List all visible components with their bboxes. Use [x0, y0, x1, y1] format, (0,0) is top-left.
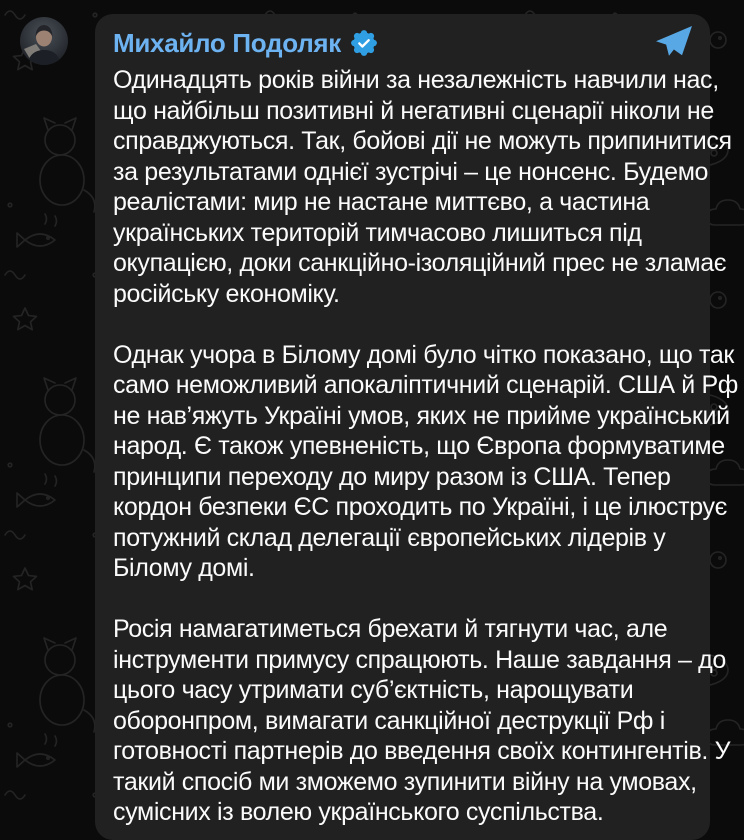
message-line: оборонпром, вимагати санкційної деструкції Рф і	[113, 706, 665, 735]
message-line: що найбільш позитивні й негативні сценарії ніколи не	[113, 96, 714, 125]
message-line: Одинадцять років війни за незалежність навчили нас,	[113, 66, 719, 94]
message-line: сумісних із волею українського суспільства.	[113, 798, 604, 826]
message-line: Однак учора в Білому домі було чітко показано, що так	[113, 340, 734, 369]
message-line: українських територій тимчасово лишиться під	[113, 218, 642, 247]
message-line: народ. Є також упевненість, що Європа формуватиме	[113, 432, 725, 460]
verified-badge-icon	[351, 30, 377, 56]
message-line: окупацією, доки санкційно-ізоляційний прес не зламає	[113, 249, 727, 277]
message-line: принципи переходу до миру разом із США. Тепер	[113, 462, 671, 491]
sender-name[interactable]: Михайло Подоляк	[113, 28, 341, 58]
message-line: Білому домі.	[113, 554, 255, 582]
message-line: реалістами: мир не настане миттєво, а частина	[113, 188, 650, 216]
message-line: російську економіку.	[113, 279, 340, 308]
message-paragraph	[113, 614, 731, 828]
message-line: Росія намагатиметься брехати й тягнути час, але	[113, 615, 668, 643]
message-line: потужний склад делегації європейських лідерів у	[113, 523, 666, 552]
message-line: цього часу утримати суб’єктність, нарощувати	[113, 676, 634, 704]
message-bubble	[95, 14, 738, 840]
message-line: готовності партнерів до введення своїх контингентів. У	[113, 737, 731, 765]
message-paragraph	[113, 340, 738, 584]
message-text	[113, 65, 738, 828]
message-line: кордон безпеки ЄС проходить по Україні, і це ілюструє	[113, 493, 728, 521]
message-line: само неможливий апокаліптичний сценарій. США й Рф	[113, 371, 738, 399]
message-line: інструменти примусу спрацюють. Наше завдання – до	[113, 645, 726, 674]
message-header	[113, 27, 694, 59]
message-line: за результатами однієї зустрічі – це нонсенс. Будемо	[113, 157, 709, 186]
message-paragraph	[113, 65, 732, 309]
telegram-plane-icon[interactable]	[654, 25, 694, 59]
message-line: не нав’яжуть Україні умов, яких не прийме український	[113, 401, 730, 430]
message-line: такий спосіб ми зможемо зупинити війну на умовах,	[113, 767, 697, 796]
avatar[interactable]	[20, 17, 68, 65]
message-line: справджуються. Так, бойові дії не можуть припинитися	[113, 127, 732, 155]
